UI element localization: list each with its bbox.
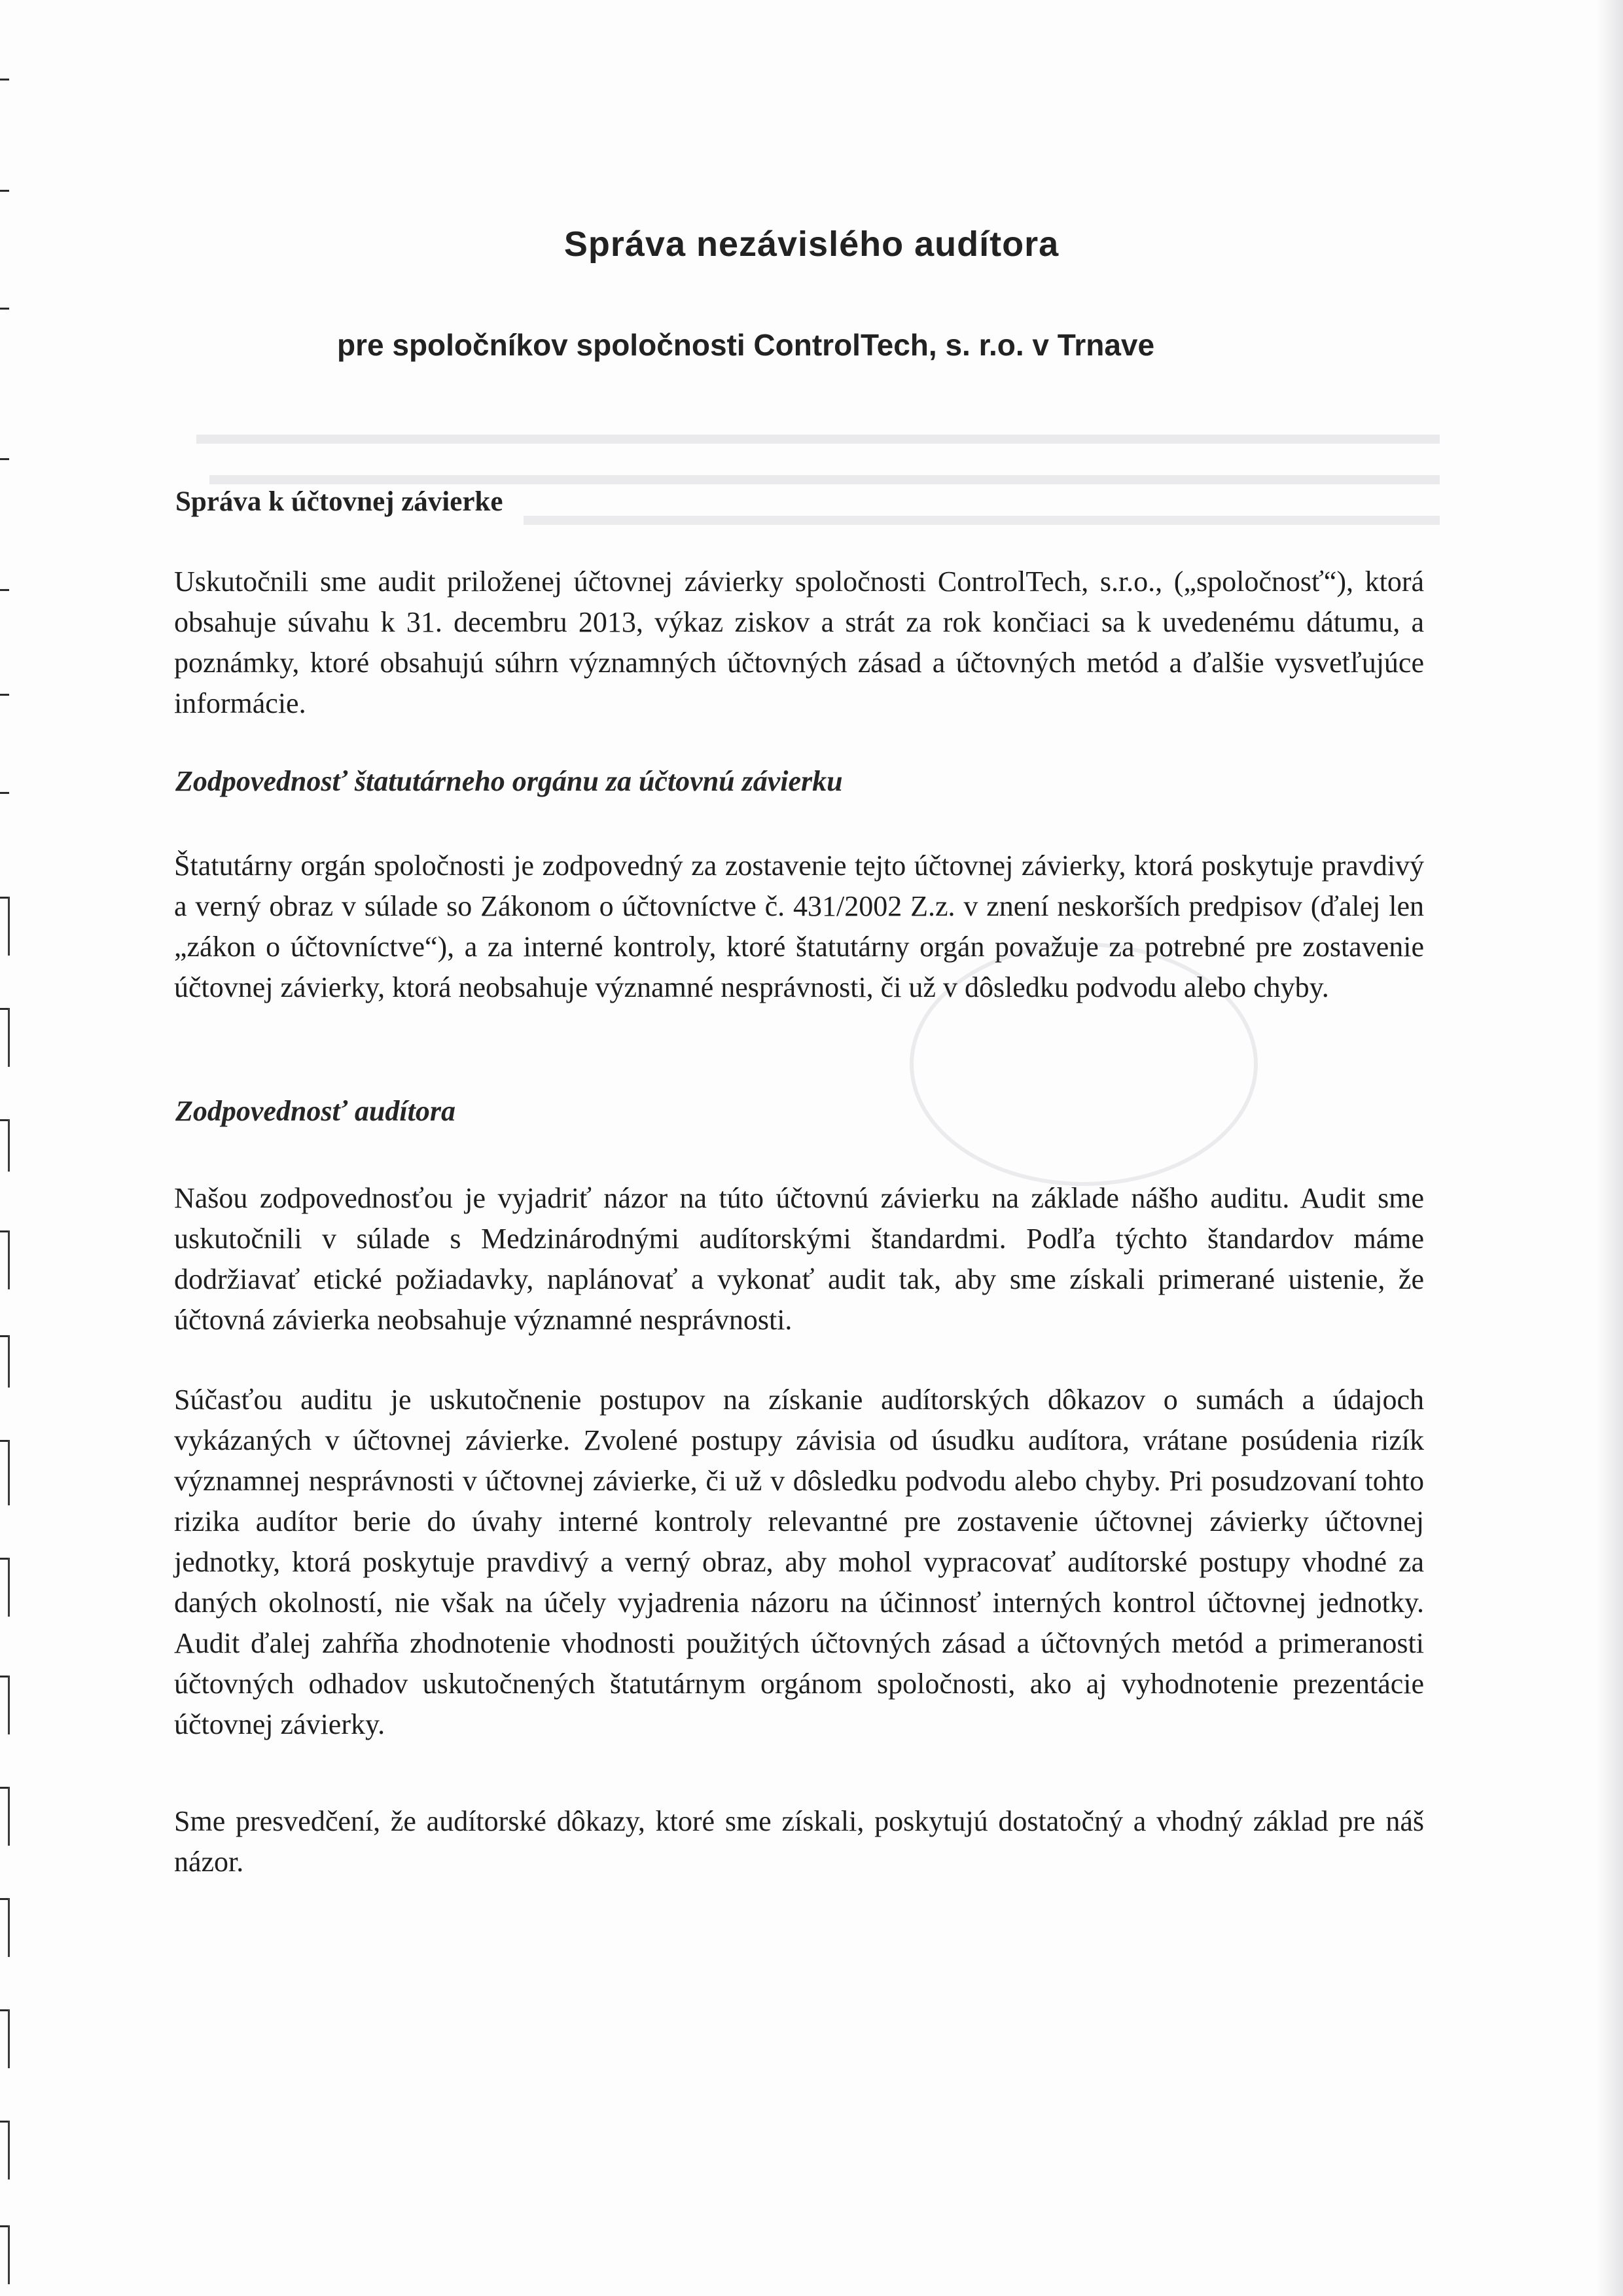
auditor-paragraph-3: Sme presvedčení, že audítorské dôkazy, ktoré sme získali, poskytujú dostatočný a vhodný základ pre náš názor. [174,1805,1424,1878]
auditor-paragraph-1: Našou zodpovednosťou je vyjadriť názor na túto účtovnú závierku na základe nášho auditu. Audit sme uskutočnili v súlade s Medzinárodnými audítorskými štandardmi. Podľa týchto štandardov máme dodržiavať etické požiadavky, naplánovať a vykonať audit tak, aby sme získali primerané uistenie, že účtovná závierka neobsahuje významné nesprávnosti. [174,1182,1424,1336]
scan-edge-shadow [1597,0,1623,2296]
intro-paragraph: Uskutočnili sme audit priloženej účtovnej závierky spoločnosti ControlTech, s.r.o., („spoločnosť“), ktorá obsahuje súvahu k 31. decembru 2013, výkaz ziskov a strát za rok končiaci sa k uvedenému dátumu, a poznámky, ktoré obsahujú súhrn významných účtovných zásad a účtovných metód a ďalšie vysvetľujúce informácie. [174,565,1424,719]
section-heading: Správa k účtovnej závierke [175,486,503,517]
report-title: Správa nezávislého audítora [563,224,1060,264]
management-responsibility-paragraph: Štatutárny orgán spoločnosti je zodpovedný za zostavenie tejto účtovnej závierky, ktorá poskytuje pravdivý a verný obraz v súlade so Zákonom o účtovníctve č. 431/2002 Z.z. v znení neskorších predpisov (ďalej len „zákon o účtovníctve“), a za interné kontroly, ktoré štatutárny orgán považuje za potrebné pre zostavenie účtovnej závierky, ktorá neobsahuje významné nesprávnosti, či už v dôsledku podvodu alebo chyby. [174,850,1424,1003]
auditor-paragraph-2: Súčasťou auditu je uskutočnenie postupov na získanie audítorských dôkazov o sumách a údajoch vykázaných v účtovnej závierke. Zvolené postupy závisia od úsudku audítora, vrátane posúdenia rizík významnej nesprávnosti v účtovnej závierke, či už v dôsledku podvodu alebo chyby. Pri posudzovaní tohto rizika audítor berie do úvahy interné kontroly relevantné pre zostavenie účtovnej závierky účtovnej jednotky, ktorá poskytuje pravdivý a verný obraz, aby mohol vypracovať audítorské postupy vhodné za daných okolností, nie však na účely vyjadrenia názoru na účinnosť interných kontrol účtovnej jednotky. Audit ďalej zahŕňa zhodnotenie vhodnosti použitých účtovných zásad a účtovných metód a primeranosti účtovných odhadov uskutočnených štatutárnym orgánom spoločnosti, ako aj vyhodnotenie prezentácie účtovnej závierky. [174,1384,1424,1740]
management-responsibility-heading: Zodpovednosť štatutárneho orgánu za účtovnú závierku [175,765,843,797]
binder-marks [0,0,13,2296]
report-subtitle: pre spoločníkov spoločnosti ControlTech, s. r.o. v Trnave [337,328,1155,362]
auditor-responsibility-heading: Zodpovednosť audítora [175,1095,455,1127]
